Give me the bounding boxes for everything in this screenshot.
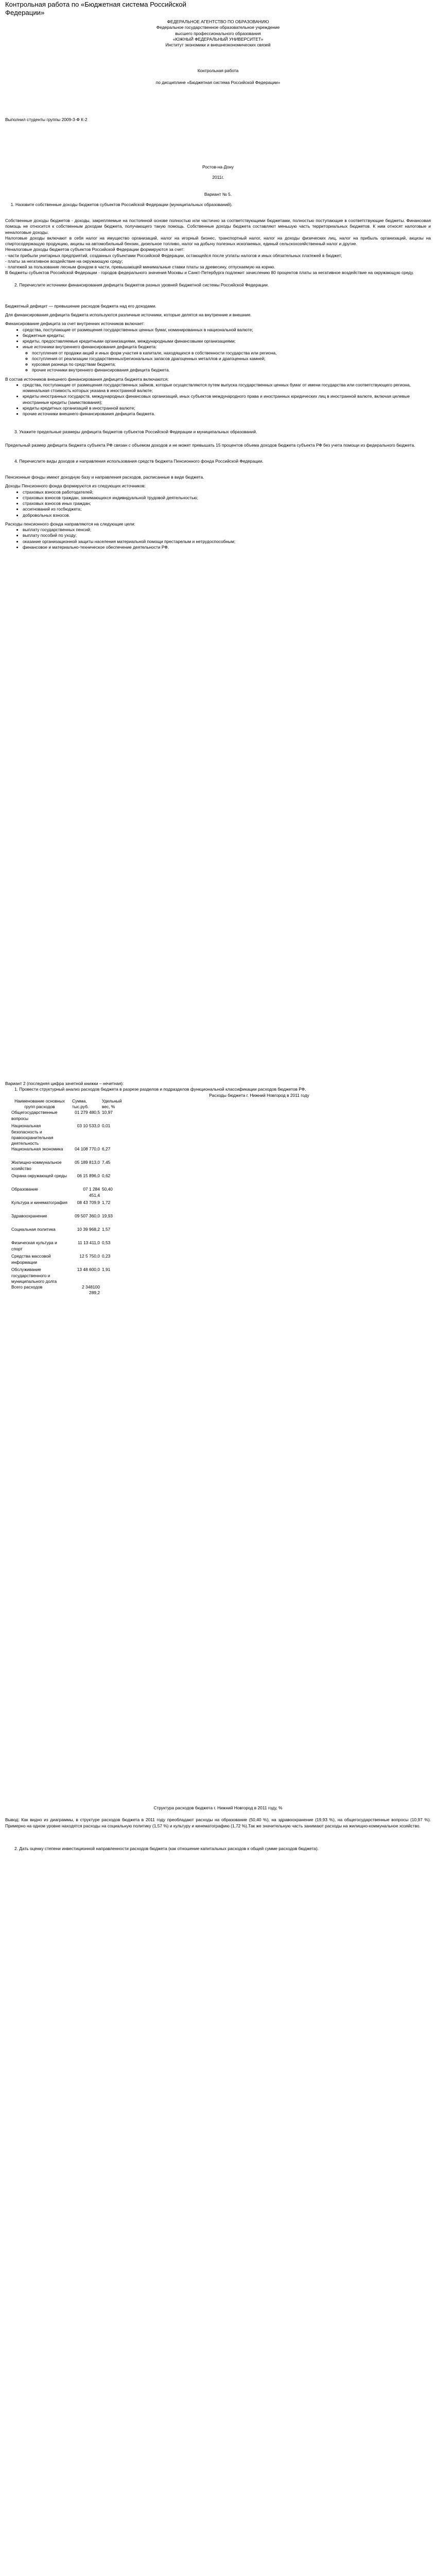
paragraph: В состав источников внешнего финансирования дефицита бюджета включаются: [5, 376, 169, 382]
table-row [9, 1173, 127, 1187]
row-share: 1,72 [102, 1200, 111, 1206]
answer-2 [5, 303, 431, 417]
list-item-label: иные источники внутреннего финансирования дефицита бюджета: [23, 344, 157, 350]
row-share: 1,57 [102, 1227, 111, 1232]
paragraph: - части прибыли унитарных предприятий, созданных субъектами Российской Федерации, остающейся после уплаты налогов и иных обязательных платежей в бюджет; [5, 252, 342, 258]
list-item: • страховых взносов работодателей; [23, 489, 431, 495]
row-share: 0,62 [102, 1173, 111, 1179]
answer-4 [5, 474, 431, 550]
answer-1 [5, 218, 431, 276]
row-share: 0,53 [102, 1240, 111, 1246]
row-sum: 13 48 600,0 [77, 1267, 100, 1273]
row-name: Охрана окружающей среды [11, 1173, 67, 1179]
paragraph: Доходы Пенсионного фонда формируются из следующих источников: [5, 483, 146, 489]
table-row [9, 1213, 127, 1227]
list-item: • финансовое и материально-техническое обеспечение деятельности РФ. [23, 545, 431, 550]
paragraph: В бюджеты субъектов Российской Федерации - городов федерального значения Москвы и Санкт-Петербурга подлежит зачислению 80 процентов платы за негативное воздействие на окружающую среду. [5, 270, 414, 276]
row-name: Жилищно-коммунальное хозяйство [11, 1160, 62, 1171]
practice-task-1: 1. Провести структурный анализ расходов бюджета в разрезе разделов и подразделов функциональной классификации расходов бюджетов РФ. [14, 1087, 306, 1092]
paragraph: Для финансирования дефицита бюджета используются различные источники, которые делятся на внутренние и внешние. [5, 312, 252, 318]
list-item: • страховых взносов иных граждан; [23, 501, 431, 506]
student-line: Выполнил студенты группы 2009-3-Ф К-2 [5, 116, 88, 122]
chart-caption: Структура расходов бюджета г. Нижний Новгород в 2011 году, % [153, 1805, 283, 1811]
list-item: • кредиты кредитных организаций в иностранной валюте; [23, 405, 431, 411]
internal-sources-list [5, 327, 431, 374]
document-title: Контрольная работа по «Бюджетная система Российской Федерации» [5, 1, 186, 17]
row-share: 19,93 [102, 1213, 113, 1219]
row-sum: 10 39 968,2 [77, 1227, 100, 1232]
paragraph: - платы за негативное воздействие на окружающую среду; [5, 258, 123, 264]
list-item: • оказание организационной защиты населения материальной помощи престарелым и нетрудоспособным; [23, 539, 431, 545]
table-row [9, 1284, 127, 1298]
row-name: Физическая культура и спорт [11, 1240, 57, 1251]
task-3-text: 3. Укажите предельные размеры дефицита бюджетов субъектов Российской Федерации и муниципальных образований. [14, 429, 257, 435]
row-share: 0,01 [102, 1123, 111, 1129]
column-header: Сумма, тыс.руб. [72, 1098, 89, 1110]
list-item: • кредиты, предоставляемые кредитными организациями, международными финансовыми организациями; [23, 338, 431, 344]
paragraph: Бюджетный дефицит — превышение расходов бюджета над его доходами. [5, 303, 156, 309]
external-sources-list [5, 382, 431, 417]
row-name: Национальная экономика [11, 1146, 63, 1152]
table-row [9, 1227, 127, 1240]
practice-heading: Вариант 2 (последняя цифра зачетной книжки – нечетная): [5, 1081, 124, 1087]
list-item [23, 344, 431, 373]
list-item: ◦ поступления от продажи акций и иных форм участия в капитале, находящихся в собственности государства или региона, [32, 350, 431, 356]
row-share: 50,40 [102, 1187, 113, 1192]
city: Ростов-на-Дону [202, 164, 234, 170]
row-name: Национальная безопасность и правоохранительная деятельность [11, 1123, 54, 1146]
row-sum: 07 1 284 451,4 [83, 1187, 100, 1198]
task-1 [5, 202, 431, 208]
task-1-text: 1. Назовите собственные доходы бюджетов субъектов Российской Федерации (муниципальных образований). [15, 202, 431, 208]
paragraph: Налоговые доходы включают в себя налог на имущество организаций, налог на игорный бизнес, транспортный налог, налог на доходы физических лиц, налог на прибыль организаций, акцизы на спиртосодержащую продукцию, акцизы на автомобильный бензин, дизельное топливо, налог на добычу полезных ископаемых, единый сельскохозяйственный налог и другие. [5, 235, 431, 247]
answer-3: Предельный размер дефицита бюджета субъекта РФ связан с объемом доходов и не может превышать 15 процентов объема доходов бюджета субъекта РФ без учета помощи из федерального бюджета. [5, 442, 415, 448]
year: 2011г. [212, 175, 224, 180]
table-header-row [9, 1098, 127, 1110]
list-item: • прочие источники внешнего финансирования дефицита бюджета. [23, 411, 431, 417]
table-row [9, 1123, 127, 1146]
expenses-table [9, 1098, 127, 1298]
row-sum: 09 507 360,0 [75, 1213, 100, 1219]
row-sum: 04 108 770,0 [75, 1146, 100, 1152]
row-share: 0,23 [102, 1253, 111, 1259]
paragraph: Неналоговые доходы бюджетов субъектов Российской Федерации формируются за счет: [5, 247, 185, 252]
variant-title: Вариант № 5. [204, 191, 232, 197]
table-row [9, 1160, 127, 1173]
pension-expense-list [5, 527, 431, 550]
list-item: • кредиты иностранных государств, международных финансовых организаций, иных субъектов международного права и иностранных юридических лиц в иностранной валюте, включая целевые иностранные кредиты (заимствования); [23, 394, 431, 405]
row-share: 7,45 [102, 1160, 111, 1165]
list-item: ◦ поступления от реализации государственных/региональных запасов драгоценных металлов и драгоценных камней; [32, 356, 431, 362]
paragraph: Пенсионные фонды имеют доходную базу и направления расходов, расписанные в виде бюджета. [5, 474, 204, 480]
paragraph: Расходы пенсионного фонда направляются на следующие цели: [5, 521, 135, 527]
header-line: ФЕДЕРАЛЬНОЕ АГЕНТСТВО ПО ОБРАЗОВАНИЮ [167, 19, 269, 25]
row-name: Обслуживание государственного и муниципального долга [11, 1267, 57, 1284]
table-row [9, 1240, 127, 1253]
row-share [100, 1284, 127, 1298]
row-sum: 05 189 813,0 [75, 1160, 100, 1165]
row-sum: 01 279 480,5 [75, 1110, 100, 1115]
row-name: Средства массовой информации [11, 1253, 51, 1265]
header-line: «ЮЖНЫЙ ФЕДЕРАЛЬНЫЙ УНИВЕРСИТЕТ» [172, 36, 264, 42]
row-name: Здравоохранение [11, 1213, 47, 1219]
internal-sources-sublist [23, 350, 431, 374]
work-type: Контрольная работа [197, 68, 239, 74]
row-sum: 12 5 750,0 [79, 1253, 100, 1259]
row-sum: 03 10 533,0 [77, 1123, 100, 1129]
row-share: 6,27 [102, 1146, 111, 1152]
task-2-text: 2. Перечислите источники финансирования дефицита бюджетов разных уровней бюджетной системы Российской Федерации. [14, 282, 269, 287]
row-name: Общегосударственные вопросы [11, 1110, 58, 1121]
list-item: • страховых взносов граждан, занимающихся индивидуальной трудовой деятельностью; [23, 495, 431, 501]
table-row [9, 1110, 127, 1123]
table-row [9, 1200, 127, 1213]
row-sum: 08 43 709,9 [77, 1200, 100, 1206]
row-name: Всего расходов [11, 1284, 43, 1290]
table-row [9, 1267, 127, 1284]
document-page [0, 1, 436, 1852]
list-item: ◦ прочие источники внутреннего финансирования дефицита бюджета. [32, 367, 431, 373]
work-discipline: по дисциплине «Бюджетная система Российской Федерации» [155, 79, 281, 85]
table-row [9, 1146, 127, 1160]
header-line: высшего профессионального образования [175, 30, 261, 36]
row-share: 10,97 [102, 1110, 113, 1115]
row-share: 1,91 [102, 1267, 111, 1273]
row-name: Социальная политика [11, 1227, 56, 1232]
row-name: Образование [11, 1187, 38, 1192]
table-caption: Расходы бюджета г. Нижний Новгород в 2011 году [209, 1092, 309, 1098]
column-header: Наименование основных групп расходов [14, 1098, 65, 1110]
list-item: • выплату пособий по уходу; [23, 533, 431, 538]
column-header: Удельный вес, % [102, 1098, 122, 1110]
list-item: • добровольных взносов. [23, 513, 431, 518]
practice-task-2: 2. Дать оценку степени инвестиционной направленности расходов бюджета (как отношение капитальных расходов к общей сумме расходов бюджета). [14, 1845, 319, 1851]
pension-income-list [5, 489, 431, 518]
list-item: • выплату государственных пенсий; [23, 527, 431, 533]
conclusion: Вывод: Как видно из диаграммы, в структуре расходов бюджета в 2011 году преобладают расходы на образование (50,40 %), на здравоохранение (19,93 %), на общегосударственные вопросы (10,97 %). Примерно на одном уровне находятся расходы на социальную политику (1,57 %) и культуру и кинематографию (1,72 %).Так же значительную часть занимают расходы на жилищно-коммунальное хозяйство. [5, 1817, 431, 1828]
paragraph: Финансирование дефицита за счет внутренних источников включает: [5, 321, 145, 327]
list-item: • бюджетные кредиты; [23, 333, 431, 338]
row-name: Культура и кинематография [11, 1200, 67, 1206]
list-item: ◦ курсовая разница по средствам бюджета; [32, 362, 431, 367]
row-sum: 06 15 896,0 [77, 1173, 100, 1179]
paragraph: - платежей за пользование лесным фондом в части, превышающей минимальные ставки платы за древесину, отпускаемую на корню. [5, 264, 275, 270]
table-row [9, 1253, 127, 1267]
table-row [9, 1187, 127, 1200]
list-item: • средства, поступающие от размещения государственных ценных бумаг, номинированных в национальной валюте; [23, 327, 431, 333]
row-sum: 2 348100 289,2 [82, 1284, 100, 1296]
header-line: Федеральное государственное образовательное учреждение [156, 25, 280, 30]
paragraph: Собственные доходы бюджетов - доходы, закрепляемые на постоянной основе полностью или частично за соответствующими бюджетами, полностью поступающие в соответствующие бюджеты. Финансовая помощь не относится к собственным доходам бюджета, получающего такую помощь. Собственные доходы бюджета составляют меньшую часть территориальных бюджетов. К ним относят налоговые и неналоговые доходы. [5, 218, 431, 235]
list-item: • ассигнований из госбюджета; [23, 506, 431, 512]
row-sum: 11 13 411,0 [78, 1240, 100, 1246]
header-line: Институт экономики и внешнеэкономических связей [165, 42, 271, 48]
list-item: • средства, поступающие от размещения государственных займов, которые осуществляются путем выпуска государственных ценных бумаг от имени государства или соответствующего региона, номинальная стоимость которых указана в иностранной валюте; [23, 382, 431, 394]
institution-header [5, 19, 431, 48]
task-4-text: 4. Перечислите виды доходов и направления использования средств бюджета Пенсионного фонда Российской Федерации. [14, 458, 264, 464]
